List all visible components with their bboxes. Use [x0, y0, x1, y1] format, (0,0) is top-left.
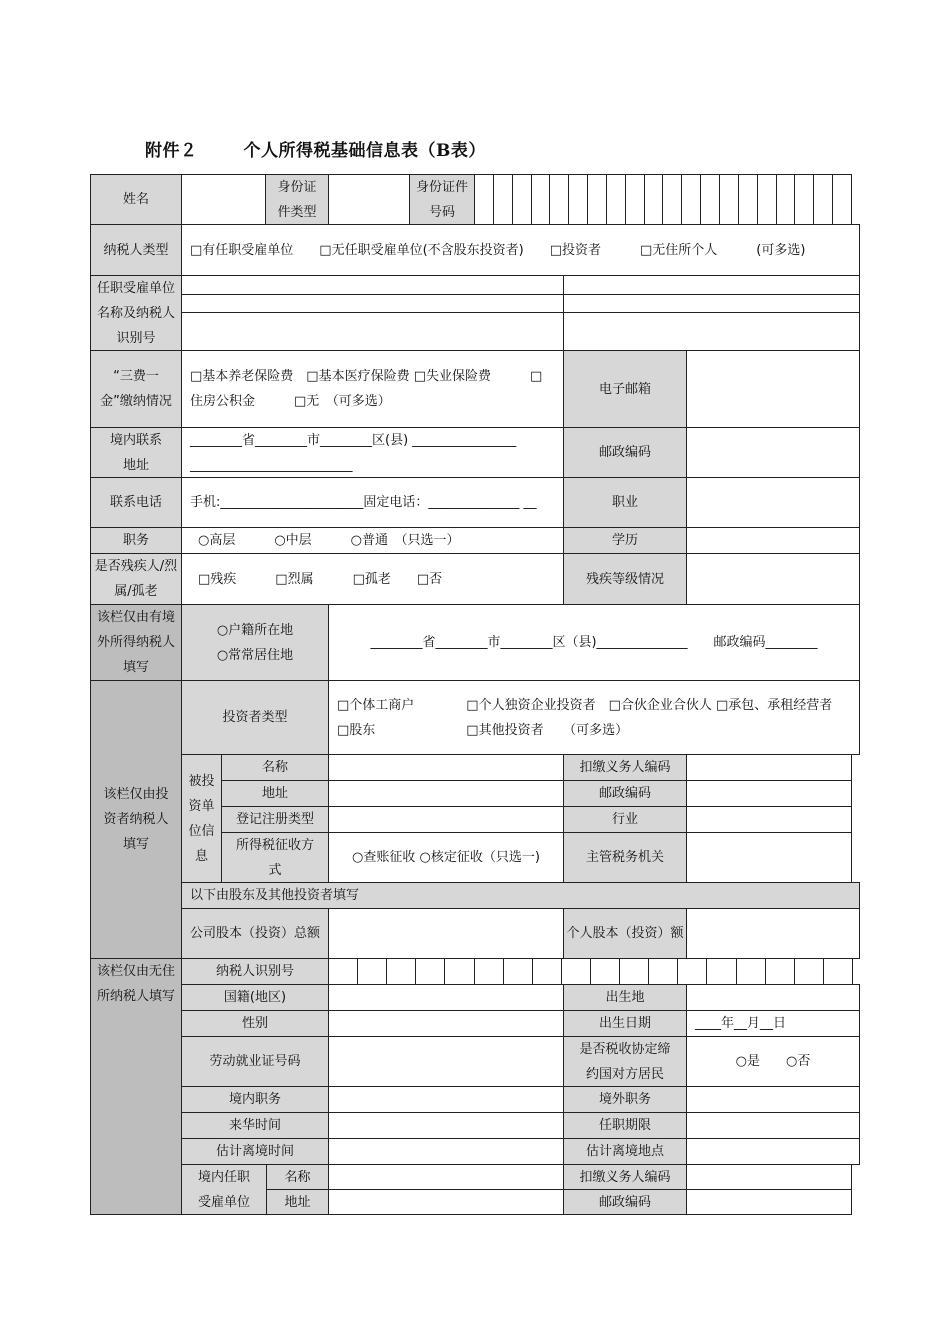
insurance-label: “三费一金”缴纳情况: [90, 350, 182, 428]
withholder-code-field[interactable]: [686, 754, 852, 781]
taxpayer-type-options[interactable]: □有任职受雇单位 □无任职受雇单位(不含股东投资者) □投资者 □无住所个人 (可多选): [181, 224, 860, 276]
tin-digit-box[interactable]: [503, 958, 533, 985]
industry-label: 行业: [563, 806, 687, 833]
id-digit-box[interactable]: [813, 174, 833, 225]
id-digit-box[interactable]: [549, 174, 569, 225]
email-label: 电子邮箱: [563, 350, 687, 428]
id-number-label: 身份证件号码: [409, 174, 475, 225]
work-permit-label: 劳动就业证号码: [181, 1036, 329, 1087]
arrival-time-field[interactable]: [328, 1112, 564, 1139]
domestic-employer-address-label: 地址: [266, 1189, 329, 1215]
departure-time-field[interactable]: [328, 1138, 564, 1165]
domestic-postcode-field[interactable]: [686, 1189, 852, 1215]
taxpayer-type-label: 纳税人类型: [90, 224, 182, 276]
employer-line-2a[interactable]: [181, 294, 564, 313]
tin-digit-box[interactable]: [357, 958, 387, 985]
tin-digit-box[interactable]: [794, 958, 824, 985]
unit-address-field[interactable]: [328, 780, 564, 807]
id-digit-box[interactable]: [587, 174, 607, 225]
tax-authority-label: 主管税务机关: [563, 832, 687, 883]
postcode-label: 邮政编码: [563, 427, 687, 478]
levy-method-options[interactable]: ○查账征收 ○核定征收（只选一): [328, 832, 564, 883]
tin-digit-box[interactable]: [823, 958, 853, 985]
domestic-postcode-label: 邮政编码: [563, 1189, 687, 1215]
disability-options[interactable]: □残疾 □烈属 □孤老 □否: [181, 553, 564, 605]
name-label: 姓名: [90, 174, 182, 225]
personal-capital-field[interactable]: [686, 908, 860, 959]
tax-authority-field[interactable]: [686, 832, 852, 883]
departure-place-label: 估计离境地点: [563, 1138, 687, 1165]
departure-time-label: 估计离境时间: [181, 1138, 329, 1165]
phone-field[interactable]: 手机:______________________固定电话：______________ __: [181, 477, 564, 528]
personal-capital-label: 个人股本（投资）额: [563, 908, 687, 959]
gender-label: 性别: [181, 1010, 329, 1037]
invested-unit-label: 被投资单位信息: [181, 754, 222, 883]
tin-digit-box[interactable]: [648, 958, 678, 985]
registration-type-field[interactable]: [328, 806, 564, 833]
unit-address-label: 地址: [221, 780, 329, 807]
tin-digit-box[interactable]: [474, 958, 504, 985]
foreign-position-field[interactable]: [686, 1086, 860, 1113]
tin-digit-box[interactable]: [415, 958, 445, 985]
tin-digit-box[interactable]: [386, 958, 416, 985]
foreign-position-label: 境外职务: [563, 1086, 687, 1113]
unit-postcode-label: 邮政编码: [563, 780, 687, 807]
id-digit-box[interactable]: [700, 174, 720, 225]
industry-field[interactable]: [686, 806, 852, 833]
domestic-position-label: 境内职务: [181, 1086, 329, 1113]
address-label: 境内联系地址: [90, 427, 182, 478]
tin-digit-box[interactable]: [619, 958, 649, 985]
postcode-field[interactable]: [686, 427, 860, 478]
occupation-label: 职业: [563, 477, 687, 528]
registration-type-label: 登记注册类型: [221, 806, 329, 833]
tin-digit-box[interactable]: [328, 958, 358, 985]
departure-place-field[interactable]: [686, 1138, 860, 1165]
investor-type-label: 投资者类型: [181, 680, 329, 755]
employer-line-2b[interactable]: [563, 294, 860, 313]
employer-label: 任职受雇单位名称及纳税人识别号: [90, 275, 182, 351]
treaty-resident-label: 是否税收协定缔约国对方居民: [563, 1036, 687, 1087]
birthplace-label: 出生地: [563, 984, 687, 1011]
id-digit-box[interactable]: [719, 174, 739, 225]
id-digit-box[interactable]: [568, 174, 588, 225]
unit-name-field[interactable]: [328, 754, 564, 781]
work-permit-field[interactable]: [328, 1036, 564, 1087]
employer-line-3b[interactable]: [563, 312, 860, 351]
employer-line-1b[interactable]: [563, 275, 860, 295]
tin-digit-box[interactable]: [706, 958, 736, 985]
id-digit-box[interactable]: [832, 174, 852, 225]
term-field[interactable]: [686, 1112, 860, 1139]
occupation-field[interactable]: [686, 477, 860, 528]
levy-method-label: 所得税征收方式: [221, 832, 329, 883]
disability-level-field[interactable]: [686, 553, 860, 605]
arrival-time-label: 来华时间: [181, 1112, 329, 1139]
id-digit-box[interactable]: [662, 174, 682, 225]
employer-line-3a[interactable]: [181, 312, 564, 351]
nationality-field[interactable]: [328, 984, 564, 1011]
tin-digit-box[interactable]: [736, 958, 766, 985]
position-options[interactable]: ○高层 ○中层 ○普通 （只选一）: [181, 527, 564, 554]
id-digit-box[interactable]: [625, 174, 645, 225]
id-digit-box[interactable]: [512, 174, 532, 225]
overseas-address-type[interactable]: ○户籍所在地 ○常常居住地: [181, 604, 329, 681]
withholder-code-label: 扣缴义务人编码: [563, 754, 687, 781]
tin-digit-box[interactable]: [590, 958, 620, 985]
id-digit-box[interactable]: [493, 174, 513, 225]
tin-digit-box[interactable]: [561, 958, 591, 985]
tin-boxes[interactable]: [328, 958, 852, 985]
tin-digit-box[interactable]: [444, 958, 474, 985]
id-digit-box[interactable]: [644, 174, 664, 225]
address-field[interactable]: ________省________市________区(县) ________________ _________________________: [181, 427, 564, 478]
name-field[interactable]: [181, 174, 266, 225]
id-digit-box[interactable]: [606, 174, 626, 225]
investor-type-options[interactable]: □个体工商户 □个人独资企业投资者 □合伙企业合伙人 □承包、承租经营者 □股东 □其他投资者 （可多选）: [328, 680, 860, 755]
title-prefix: 附件２: [145, 141, 198, 161]
unit-name-label: 名称: [221, 754, 329, 781]
domestic-withholder-code-field[interactable]: [686, 1164, 852, 1190]
tin-digit-box[interactable]: [532, 958, 562, 985]
employer-line-1a[interactable]: [181, 275, 564, 295]
birthplace-field[interactable]: [686, 984, 860, 1011]
shareholder-note: 以下由股东及其他投资者填写: [181, 882, 860, 909]
phone-label: 联系电话: [90, 477, 182, 528]
page-title: [145, 136, 486, 161]
disability-label: 是否残疾人/烈属/孤老: [90, 553, 182, 605]
id-digit-box[interactable]: [794, 174, 814, 225]
overseas-section-label: 该栏仅由有境外所得纳税人填写: [90, 604, 182, 681]
id-digit-box[interactable]: [681, 174, 701, 225]
id-digit-box[interactable]: [757, 174, 777, 225]
tin-label: 纳税人识别号: [181, 958, 329, 985]
birthdate-field[interactable]: ____年__月__日: [686, 1010, 860, 1037]
education-label: 学历: [563, 527, 687, 554]
id-type-label: 身份证件类型: [265, 174, 329, 225]
company-capital-label: 公司股本（投资）总额: [181, 908, 329, 959]
domestic-position-field[interactable]: [328, 1086, 564, 1113]
birthdate-label: 出生日期: [563, 1010, 687, 1037]
domestic-employer-name-label: 名称: [266, 1164, 329, 1190]
education-field[interactable]: [686, 527, 860, 554]
tin-digit-box[interactable]: [765, 958, 795, 985]
investor-section-label: 该栏仅由投资者纳税人填写: [90, 680, 182, 959]
gender-field[interactable]: [328, 1010, 564, 1037]
nonresident-section-label: 该栏仅由无住所纳税人填写: [90, 958, 182, 1215]
domestic-employer-label: 境内任职受雇单位: [181, 1164, 267, 1215]
id-type-field[interactable]: [328, 174, 410, 225]
domestic-employer-address-field[interactable]: [328, 1189, 564, 1215]
position-label: 职务: [90, 527, 182, 554]
insurance-options[interactable]: □基本养老保险费 □基本医疗保险费 □失业保险费 □住房公积金 □无 （可多选）: [181, 350, 564, 428]
domestic-withholder-code-label: 扣缴义务人编码: [563, 1164, 687, 1190]
id-digit-box[interactable]: [776, 174, 796, 225]
id-digit-box[interactable]: [738, 174, 758, 225]
tin-digit-box[interactable]: [677, 958, 707, 985]
term-label: 任职期限: [563, 1112, 687, 1139]
treaty-resident-options[interactable]: ○是 ○否: [686, 1036, 860, 1087]
company-capital-field[interactable]: [328, 908, 564, 959]
id-number-boxes[interactable]: [474, 174, 851, 225]
unit-postcode-field[interactable]: [686, 780, 852, 807]
id-digit-box[interactable]: [531, 174, 551, 225]
nationality-label: 国籍(地区): [181, 984, 329, 1011]
overseas-address-field[interactable]: ________省________市________区（县)______________ 邮政编码________: [328, 604, 860, 681]
id-digit-box[interactable]: [474, 174, 494, 225]
domestic-employer-name-field[interactable]: [328, 1164, 564, 1190]
form-title: 个人所得税基础信息表（B表）: [243, 141, 486, 161]
disability-level-label: 残疾等级情况: [563, 553, 687, 605]
email-field[interactable]: [686, 350, 860, 428]
